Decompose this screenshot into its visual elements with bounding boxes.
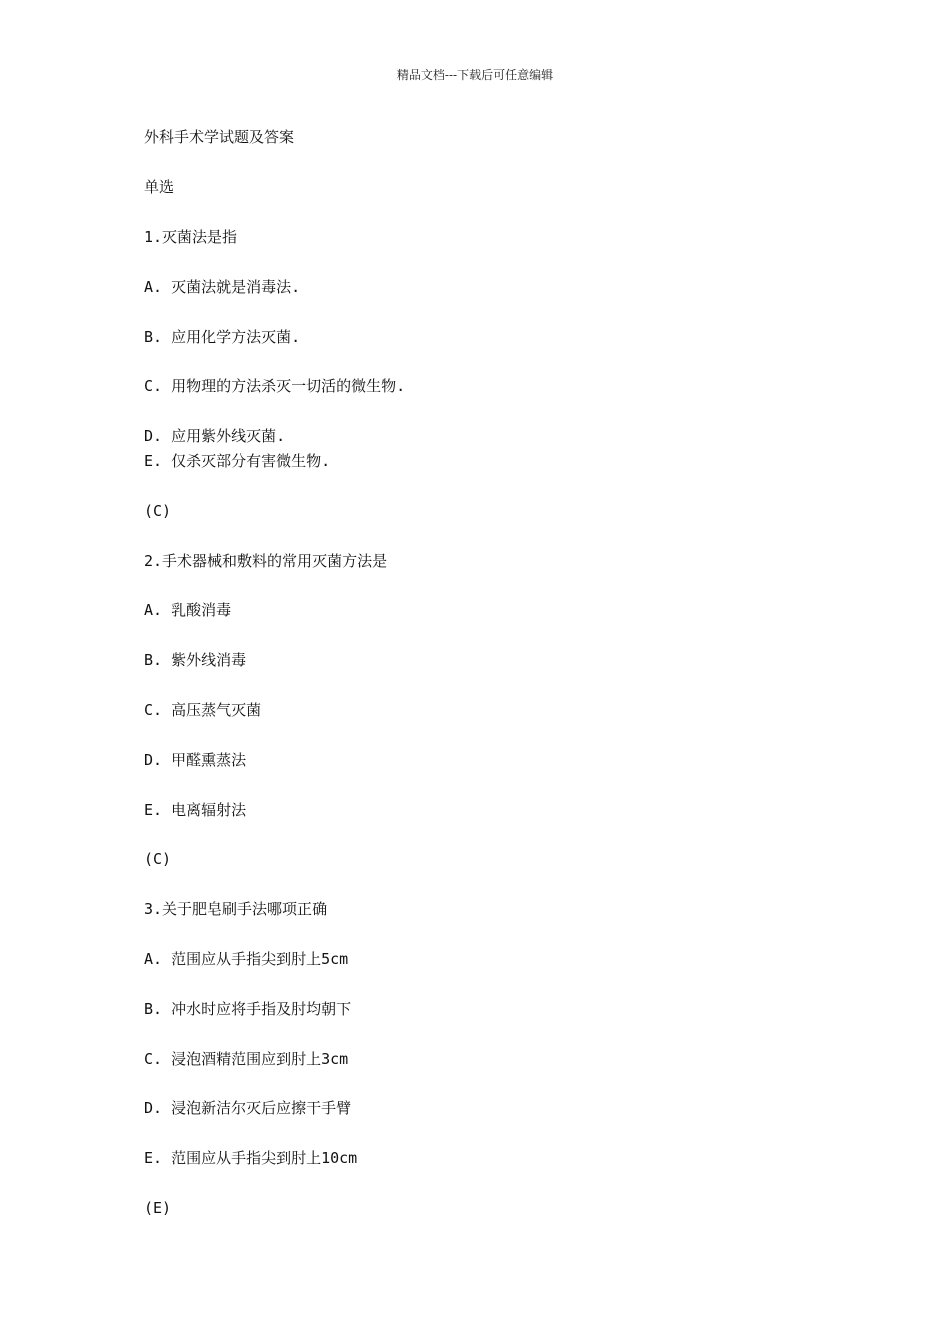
question-1-option-b: B. 应用化学方法灭菌. [144,328,301,346]
question-1-option-c: C. 用物理的方法杀灭一切活的微生物. [144,377,406,395]
question-3-answer: (E) [144,1199,172,1217]
document-title: 外科手术学试题及答案 [144,128,295,146]
question-2-option-e: E. 电离辐射法 [144,801,247,819]
question-1-answer: (C) [144,502,172,520]
question-2-option-c: C. 高压蒸气灭菌 [144,701,262,719]
question-1-option-a: A. 灭菌法就是消毒法. [144,278,301,296]
question-1-option-e: E. 仅杀灭部分有害微生物. [144,452,331,470]
page-header: 精品文档---下载后可任意编辑 [396,68,554,82]
question-3-option-c: C. 浸泡酒精范围应到肘上3cm [144,1050,349,1068]
question-2-option-b: B. 紫外线消毒 [144,651,247,669]
question-3-option-b: B. 冲水时应将手指及肘均朝下 [144,1000,352,1018]
question-2-option-a: A. 乳酸消毒 [144,601,232,619]
question-3-option-d: D. 浸泡新洁尔灭后应擦干手臂 [144,1099,352,1117]
question-2-option-d: D. 甲醛熏蒸法 [144,751,247,769]
question-3-stem: 3.关于肥皂刷手法哪项正确 [144,900,328,918]
section-heading: 单选 [144,178,175,196]
question-1-stem: 1.灭菌法是指 [144,228,238,246]
question-1-option-d: D. 应用紫外线灭菌. [144,427,286,445]
question-3-option-e: E. 范围应从手指尖到肘上10cm [144,1149,358,1167]
question-3-option-a: A. 范围应从手指尖到肘上5cm [144,950,349,968]
question-2-stem: 2.手术器械和敷料的常用灭菌方法是 [144,552,388,570]
question-2-answer: (C) [144,850,172,868]
